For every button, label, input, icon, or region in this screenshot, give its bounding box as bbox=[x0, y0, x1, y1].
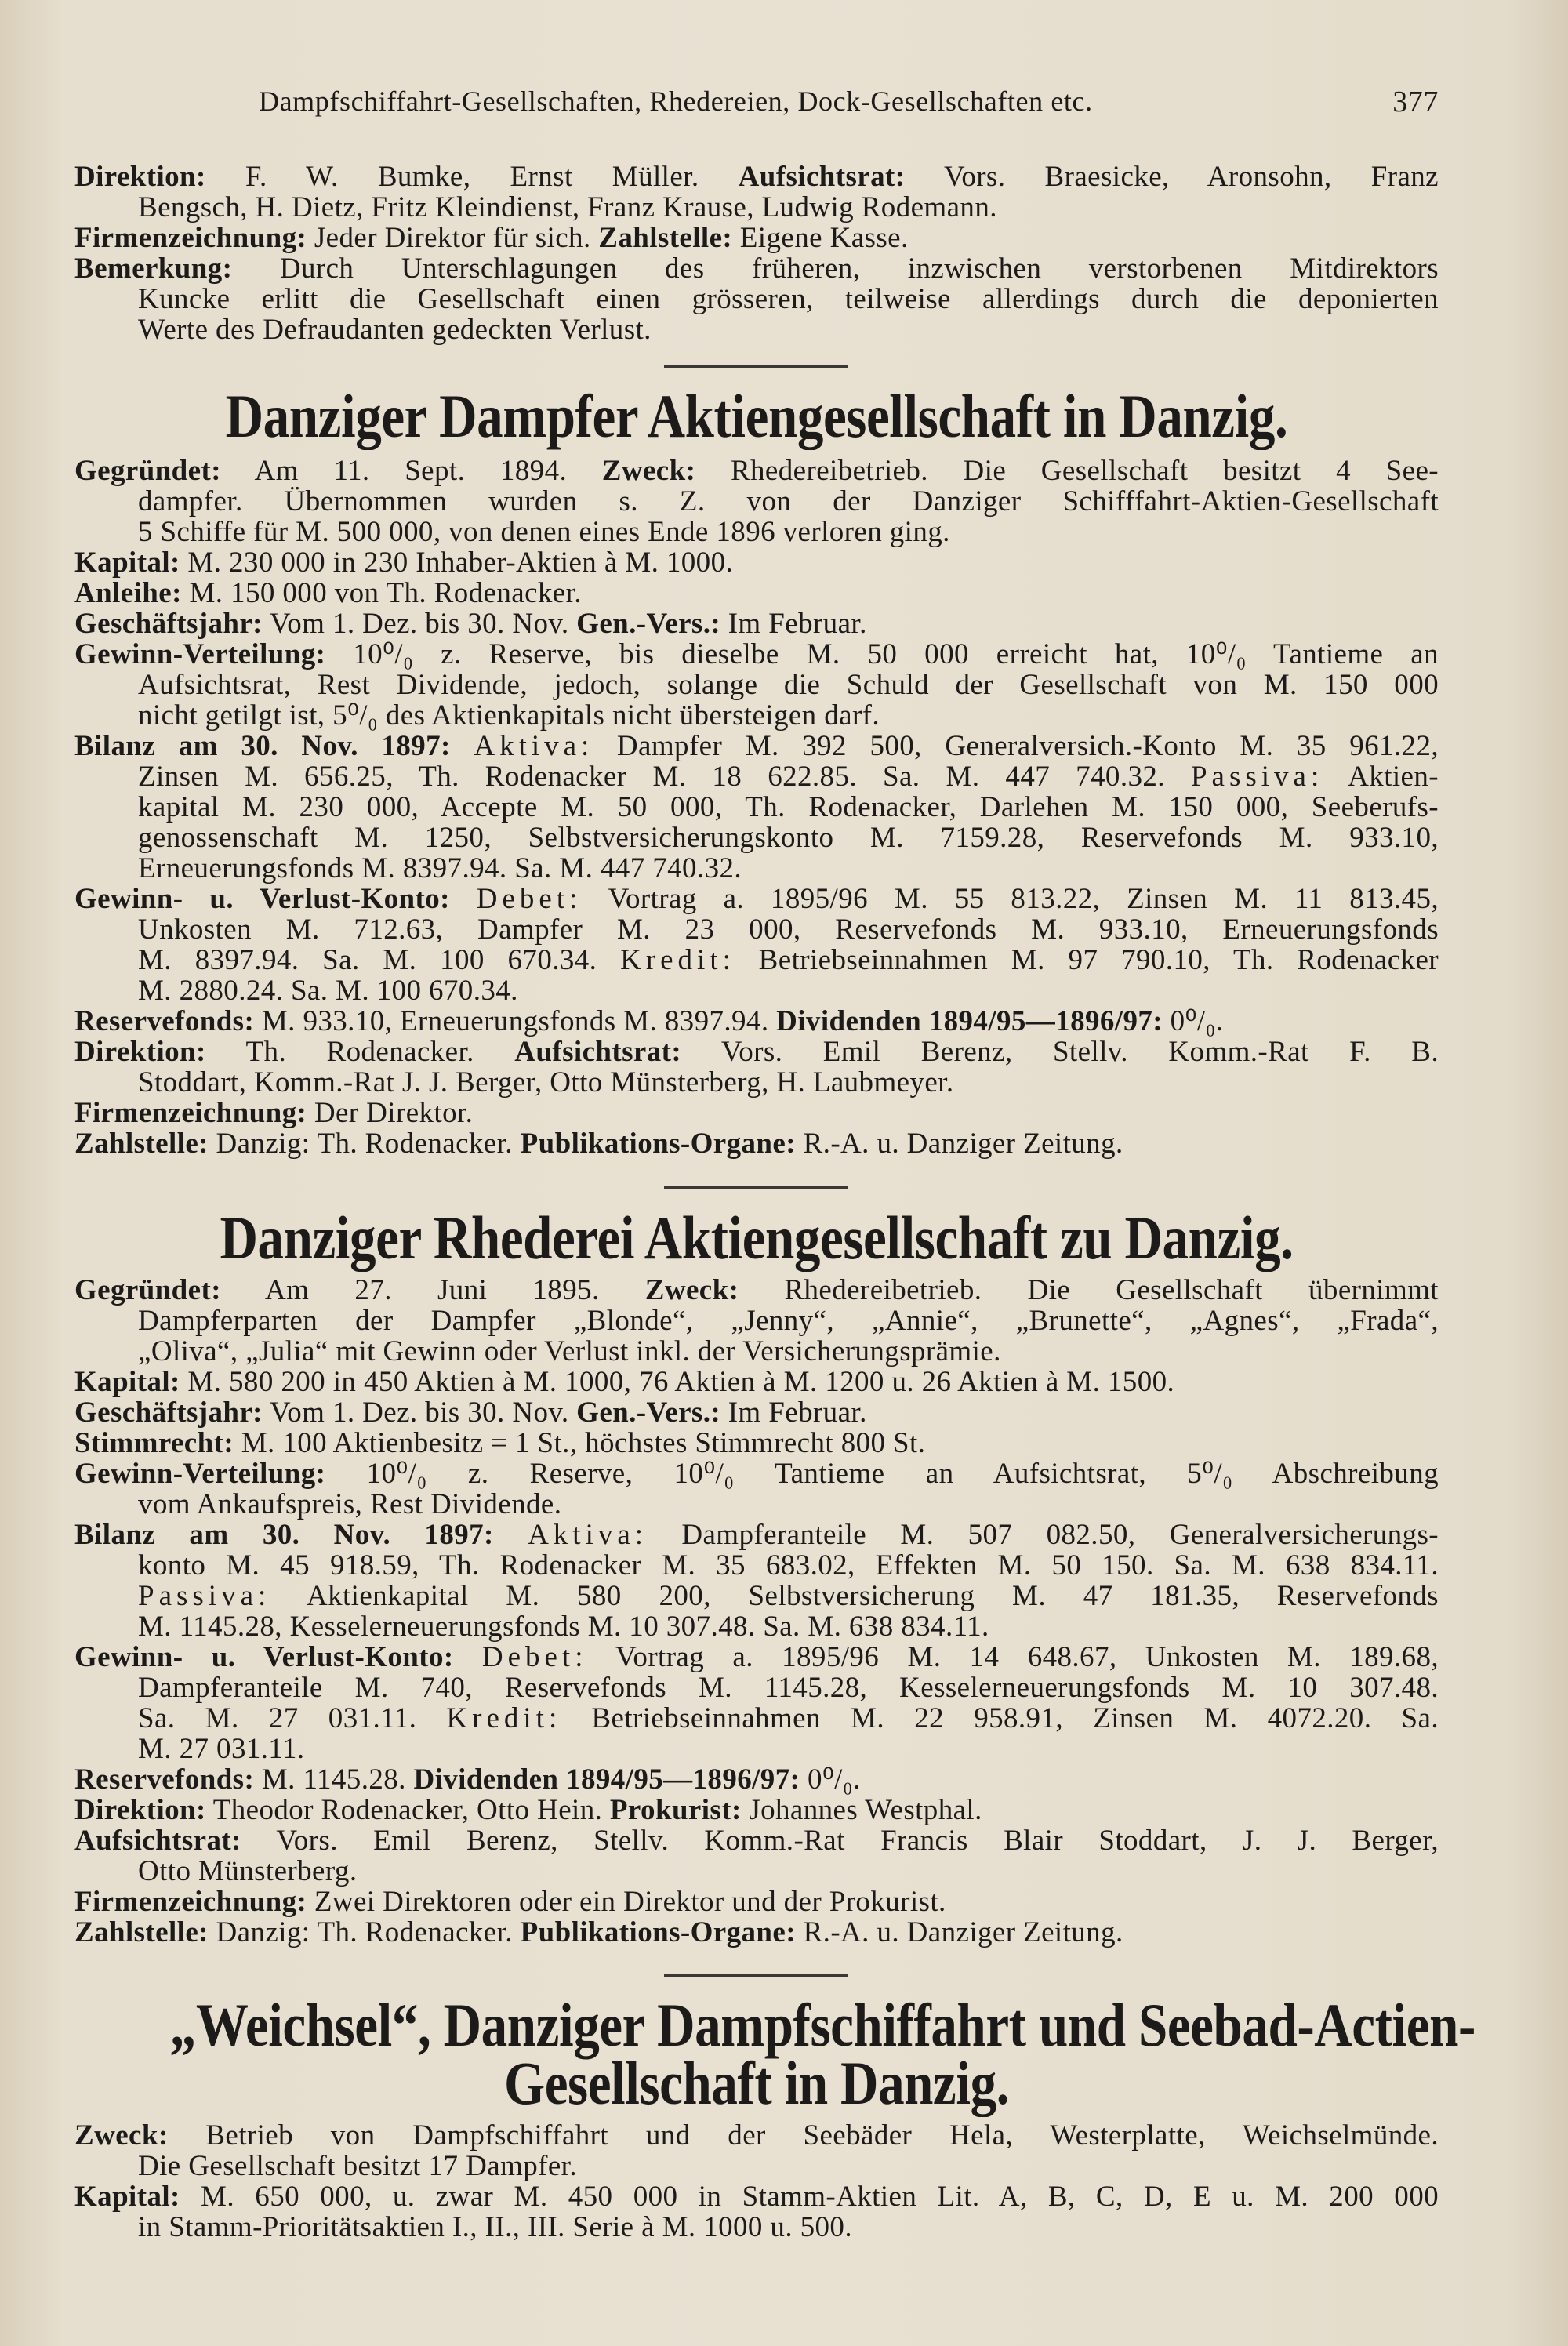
paragraph bbox=[74, 608, 1439, 639]
paragraph bbox=[74, 1642, 1439, 1764]
field-text: M. 230 000 in 230 Inhaber-Aktien à M. 1000. bbox=[180, 547, 734, 579]
field-text: Eigene Kasse. bbox=[732, 222, 909, 254]
field-text: 10⁰/₀ z. Reserve, 10⁰/₀ Tantieme an Aufsichtsrat, 5⁰/₀ Abschreibung bbox=[325, 1458, 1439, 1490]
paragraph bbox=[74, 639, 1439, 731]
field-text: 0⁰/₀. bbox=[1163, 1005, 1224, 1037]
field-label: Zweck: bbox=[644, 1274, 739, 1306]
text-line bbox=[74, 284, 1439, 314]
paragraph bbox=[74, 2120, 1439, 2181]
field-text: Vom 1. Dez. bis 30. Nov. bbox=[262, 1396, 577, 1429]
field-label: Gen.-Vers.: bbox=[576, 1396, 721, 1429]
text-line bbox=[74, 792, 1439, 823]
section-divider bbox=[664, 1186, 848, 1189]
text-line bbox=[74, 1367, 1439, 1397]
field-text: Dampferanteile M. 740, Reservefonds M. 1145.28, Kesselerneuerungsfonds M. 10 307.48. bbox=[138, 1672, 1439, 1704]
field-text: 5 Schiffe für M. 500 000, von denen eines Ende 1896 verloren ging. bbox=[138, 516, 950, 548]
field-text: Danzig: Th. Rodenacker. bbox=[208, 1128, 521, 1160]
text-line bbox=[74, 1428, 1439, 1458]
text-line bbox=[74, 1489, 1439, 1520]
paragraph bbox=[74, 223, 1439, 253]
field-text: Zwei Direktoren oder ein Direktor und der Prokurist. bbox=[307, 1886, 946, 1918]
field-label: Geschäftsjahr: bbox=[74, 1396, 263, 1429]
field-label: Bilanz am 30. Nov. 1897: bbox=[74, 1519, 494, 1551]
paragraph bbox=[74, 162, 1439, 223]
title-line: „Weichsel“, Danziger Dampfschiffahrt und Seebad-Actien- bbox=[169, 1991, 1475, 2059]
text-line bbox=[74, 1795, 1439, 1825]
text-line bbox=[74, 223, 1439, 253]
field-text: M. 933.10, Erneuerungsfonds M. 8397.94. bbox=[254, 1005, 777, 1037]
text-line bbox=[74, 1672, 1439, 1703]
text-line bbox=[74, 1275, 1439, 1306]
field-text: Durch Unterschlagungen des früheren, inzwischen verstorbenen Mitdirektors bbox=[232, 252, 1439, 285]
field-text: Vortrag a. 1895/96 M. 14 648.67, Unkosten M. 189.68, bbox=[587, 1641, 1439, 1673]
text-line bbox=[74, 945, 1439, 975]
text-line bbox=[74, 1336, 1439, 1367]
field-text: M. 1145.28. bbox=[254, 1763, 414, 1796]
field-text: M. 650 000, u. zwar M. 450 000 in Stamm-Aktien Lit. A, B, C, D, E u. M. 200 000 bbox=[180, 2181, 1439, 2213]
field-label: Gewinn- u. Verlust-Konto: bbox=[74, 1641, 454, 1673]
field-text: Erneuerungsfonds M. 8397.94. Sa. M. 447 740.32. bbox=[138, 852, 742, 884]
field-label: Prokurist: bbox=[609, 1794, 742, 1826]
field-text: Rhedereibetrieb. Die Gesellschaft besitzt 4 See- bbox=[695, 455, 1439, 487]
field-text: Betrieb von Dampfschiffahrt und der Seebäder Hela, Westerplatte, Weichselmünde. bbox=[168, 2119, 1439, 2152]
field-label: Kapital: bbox=[74, 547, 180, 579]
text-line bbox=[74, 2120, 1439, 2151]
text-line bbox=[74, 1520, 1439, 1550]
field-label: Firmenzeichnung: bbox=[74, 222, 307, 254]
field-text: M. 580 200 in 450 Aktien à M. 1000, 76 Aktien à M. 1200 u. 26 Aktien à M. 1500. bbox=[180, 1366, 1175, 1398]
field-label: Firmenzeichnung: bbox=[74, 1886, 307, 1918]
text-line bbox=[74, 1642, 1439, 1672]
field-text: M. 27 031.11. bbox=[138, 1733, 305, 1765]
running-header bbox=[259, 85, 1439, 119]
field-label: Direktion: bbox=[74, 1036, 206, 1068]
field-label: Aufsichtsrat: bbox=[74, 1825, 241, 1857]
field-label: Gewinn-Verteilung: bbox=[74, 1458, 326, 1490]
field-text: vom Ankaufspreis, Rest Dividende. bbox=[138, 1488, 562, 1520]
field-text: F. W. Bumke, Ernst Müller. bbox=[205, 161, 739, 193]
field-text: Aktienkapital M. 580 200, Selbstversicherung M. 47 181.35, Reservefonds bbox=[270, 1580, 1439, 1612]
text-line bbox=[74, 547, 1439, 578]
field-text: kapital M. 230 000, Accepte M. 50 000, Th. Rodenacker, Darlehen M. 150 000, Seeberufs- bbox=[138, 791, 1439, 823]
text-line bbox=[74, 1397, 1439, 1428]
field-text: Betriebseinnahmen M. 22 958.91, Zinsen M. 4072.20. Sa. bbox=[561, 1702, 1439, 1734]
field-label: Geschäftsjahr: bbox=[74, 608, 263, 640]
field-text: Sa. M. 27 031.11. bbox=[138, 1702, 447, 1734]
field-text: Theodor Rodenacker, Otto Hein. bbox=[205, 1794, 610, 1826]
field-text: Aufsichtsrat, Rest Dividende, jedoch, solange die Schuld der Gesellschaft von M. 150 000 bbox=[138, 669, 1439, 701]
field-text: Rhedereibetrieb. Die Gesellschaft übernimmt bbox=[739, 1274, 1439, 1306]
field-label: Gegründet: bbox=[74, 455, 221, 487]
field-text: Otto Münsterberg. bbox=[138, 1855, 358, 1887]
paragraph bbox=[74, 456, 1439, 547]
text-line bbox=[74, 608, 1439, 639]
field-text: M. 100 Aktienbesitz = 1 St., höchstes Stimmrecht 800 St. bbox=[234, 1427, 926, 1459]
text-line bbox=[74, 2181, 1439, 2212]
field-text: Kuncke erlitt die Gesellschaft einen grösseren, teilweise allerdings durch die deponierten bbox=[138, 283, 1439, 315]
field-label: Gegründet: bbox=[74, 1274, 221, 1306]
text-line bbox=[74, 731, 1439, 761]
paragraph bbox=[74, 1098, 1439, 1128]
text-line bbox=[74, 2212, 1439, 2242]
spaced-label: Aktiva: bbox=[528, 1519, 648, 1551]
field-text: Johannes Westphal. bbox=[741, 1794, 982, 1826]
field-label: Gen.-Vers.: bbox=[576, 608, 721, 640]
text-line bbox=[74, 1581, 1439, 1611]
field-text: Zinsen M. 656.25, Th. Rodenacker M. 18 622.85. Sa. M. 447 740.32. bbox=[138, 761, 1191, 793]
text-line bbox=[74, 884, 1439, 914]
paragraph bbox=[74, 2181, 1439, 2242]
text-line bbox=[74, 314, 1439, 345]
field-text: genossenschaft M. 1250, Selbstversicherungskonto M. 7159.28, Reservefonds M. 933.10, bbox=[138, 822, 1439, 854]
text-line bbox=[74, 162, 1439, 192]
field-text: Aktien- bbox=[1323, 761, 1439, 793]
text-line bbox=[74, 1917, 1439, 1948]
text-line bbox=[74, 192, 1439, 223]
text-line bbox=[74, 253, 1439, 284]
text-line bbox=[74, 1306, 1439, 1336]
paragraph bbox=[74, 1887, 1439, 1917]
page-number: 377 bbox=[1392, 85, 1439, 118]
paragraph bbox=[74, 1128, 1439, 1159]
field-text: M. 8397.94. Sa. M. 100 670.34. bbox=[138, 944, 621, 976]
field-label: Gewinn- u. Verlust-Konto: bbox=[74, 883, 450, 915]
text-line bbox=[74, 1128, 1439, 1159]
text-line bbox=[74, 1734, 1439, 1764]
field-label: Bemerkung: bbox=[74, 252, 233, 285]
field-label: Zahlstelle: bbox=[74, 1128, 209, 1160]
entry-previous-company-continued bbox=[74, 162, 1439, 345]
paragraph bbox=[74, 1520, 1439, 1642]
paragraph bbox=[74, 1825, 1439, 1887]
field-label: Direktion: bbox=[74, 1794, 206, 1826]
text-line bbox=[74, 1703, 1439, 1734]
paragraph bbox=[74, 1458, 1439, 1520]
text-line bbox=[74, 670, 1439, 700]
field-text: Am 11. Sept. 1894. bbox=[220, 455, 602, 487]
title-line: Danziger Dampfer Aktiengesellschaft in Danzig. bbox=[225, 382, 1288, 450]
paragraph bbox=[74, 1367, 1439, 1397]
field-label: Reservefonds: bbox=[74, 1005, 255, 1037]
field-text: Jeder Direktor für sich. bbox=[307, 222, 599, 254]
title-line: Danziger Rhederei Aktiengesellschaft zu Danzig. bbox=[220, 1204, 1294, 1272]
field-text: 10⁰/₀ z. Reserve, bis dieselbe M. 50 000 erreicht hat, 10⁰/₀ Tantieme an bbox=[325, 638, 1439, 670]
text-line bbox=[74, 914, 1439, 945]
paragraph bbox=[74, 1428, 1439, 1458]
field-text: Vortrag a. 1895/96 M. 55 813.22, Zinsen M. 11 813.45, bbox=[582, 883, 1439, 915]
field-label: Aufsichtsrat: bbox=[514, 1036, 682, 1068]
running-title: Dampfschiffahrt-Gesellschaften, Rhedereien, Dock-Gesellschaften etc. bbox=[259, 85, 1093, 117]
field-text bbox=[451, 730, 474, 762]
field-text: M. 1145.28, Kesselerneuerungsfonds M. 10 307.48. Sa. M. 638 834.11. bbox=[138, 1611, 989, 1643]
text-line bbox=[74, 639, 1439, 670]
field-text bbox=[454, 1641, 482, 1673]
paragraph bbox=[74, 1764, 1439, 1795]
field-label: Kapital: bbox=[74, 2181, 180, 2213]
text-line bbox=[74, 700, 1439, 731]
field-label: Zweck: bbox=[601, 455, 696, 487]
entry-danziger-dampfer bbox=[74, 456, 1439, 1159]
field-text: Betriebseinnahmen M. 97 790.10, Th. Rodenacker bbox=[735, 944, 1439, 976]
text-line bbox=[74, 975, 1439, 1006]
text-line bbox=[74, 1550, 1439, 1581]
spaced-label: Passiva: bbox=[1190, 761, 1324, 793]
entry-danziger-rhederei bbox=[74, 1275, 1439, 1948]
field-label: Dividenden 1894/95—1896/97: bbox=[776, 1005, 1163, 1037]
field-label: Direktion: bbox=[74, 161, 206, 193]
field-label: Dividenden 1894/95—1896/97: bbox=[413, 1763, 800, 1796]
field-text: Im Februar. bbox=[720, 608, 867, 640]
field-label: Publikations-Organe: bbox=[520, 1916, 796, 1948]
field-label: Stimmrecht: bbox=[74, 1427, 234, 1459]
section-divider bbox=[664, 1974, 848, 1977]
field-label: Aufsichtsrat: bbox=[738, 161, 906, 193]
title-line: Gesellschaft in Danzig. bbox=[503, 2049, 1010, 2117]
field-label: Bilanz am 30. Nov. 1897: bbox=[74, 730, 451, 762]
field-text: Vors. Braesicke, Aronsohn, Franz bbox=[905, 161, 1439, 193]
text-line bbox=[74, 1887, 1439, 1917]
paragraph bbox=[74, 578, 1439, 608]
spaced-label: Debet: bbox=[476, 883, 583, 915]
field-text: Dampferanteile M. 507 082.50, Generalversicherungs- bbox=[648, 1519, 1439, 1551]
field-label: Zweck: bbox=[74, 2119, 169, 2152]
spaced-label: Passiva: bbox=[138, 1580, 271, 1612]
field-text: Th. Rodenacker. bbox=[205, 1036, 515, 1068]
section-divider bbox=[664, 365, 848, 368]
field-text: R.-A. u. Danziger Zeitung. bbox=[795, 1916, 1123, 1948]
field-label: Zahlstelle: bbox=[598, 222, 733, 254]
field-text: konto M. 45 918.59, Th. Rodenacker M. 35 683.02, Effekten M. 50 150. Sa. M. 638 834.11. bbox=[138, 1549, 1439, 1582]
text-line bbox=[74, 761, 1439, 792]
company-title-weichsel bbox=[169, 1991, 1475, 2117]
field-text: Dampferparten der Dampfer „Blonde“, „Jenny“, „Annie“, „Brunette“, „Agnes“, „Frada“, bbox=[138, 1305, 1439, 1337]
company-title-danziger-dampfer bbox=[170, 382, 1343, 450]
field-text bbox=[494, 1519, 528, 1551]
text-line bbox=[74, 456, 1439, 486]
field-text: Vors. Emil Berenz, Stellv. Komm.-Rat F. B. bbox=[681, 1036, 1439, 1068]
field-label: Firmenzeichnung: bbox=[74, 1097, 307, 1129]
text-line bbox=[74, 1458, 1439, 1489]
spaced-label: Aktiva: bbox=[474, 730, 594, 762]
text-line bbox=[74, 1006, 1439, 1037]
text-line bbox=[74, 1825, 1439, 1856]
paragraph bbox=[74, 1917, 1439, 1948]
text-line bbox=[74, 823, 1439, 853]
field-label: Zahlstelle: bbox=[74, 1916, 209, 1948]
field-label: Reservefonds: bbox=[74, 1763, 255, 1796]
text-line bbox=[74, 2151, 1439, 2181]
field-text: R.-A. u. Danziger Zeitung. bbox=[795, 1128, 1123, 1160]
field-text: Stoddart, Komm.-Rat J. J. Berger, Otto Münsterberg, H. Laubmeyer. bbox=[138, 1066, 954, 1099]
field-text: Am 27. Juni 1895. bbox=[220, 1274, 645, 1306]
spaced-label: Debet: bbox=[481, 1641, 588, 1673]
field-label: Gewinn-Verteilung: bbox=[74, 638, 326, 670]
text-line bbox=[74, 1764, 1439, 1795]
field-text: nicht getilgt ist, 5⁰/₀ des Aktienkapitals nicht übersteigen darf. bbox=[138, 699, 880, 732]
text-line bbox=[74, 486, 1439, 517]
field-text: Die Gesellschaft besitzt 17 Dampfer. bbox=[138, 2150, 577, 2182]
field-text: Unkosten M. 712.63, Dampfer M. 23 000, Reservefonds M. 933.10, Erneuerungsfonds bbox=[138, 913, 1439, 946]
paragraph bbox=[74, 1006, 1439, 1037]
paragraph bbox=[74, 1037, 1439, 1098]
text-line bbox=[74, 1067, 1439, 1098]
field-text: M. 2880.24. Sa. M. 100 670.34. bbox=[138, 975, 518, 1007]
paragraph bbox=[74, 1795, 1439, 1825]
paragraph bbox=[74, 547, 1439, 578]
field-label: Anleihe: bbox=[74, 577, 182, 609]
text-line bbox=[74, 517, 1439, 547]
paragraph bbox=[74, 1397, 1439, 1428]
field-label: Publikations-Organe: bbox=[520, 1128, 796, 1160]
field-text: Werte des Defraudanten gedeckten Verlust. bbox=[138, 314, 652, 346]
paragraph bbox=[74, 253, 1439, 345]
spaced-label: Kredit: bbox=[446, 1702, 562, 1734]
field-text: Der Direktor. bbox=[307, 1097, 474, 1129]
paragraph bbox=[74, 731, 1439, 884]
field-text bbox=[450, 883, 477, 915]
text-line bbox=[74, 1098, 1439, 1128]
field-text: Bengsch, H. Dietz, Fritz Kleindienst, Franz Krause, Ludwig Rodemann. bbox=[138, 191, 997, 223]
company-title-danziger-rhederei bbox=[170, 1204, 1343, 1272]
field-text: Vors. Emil Berenz, Stellv. Komm.-Rat Francis Blair Stoddart, J. J. Berger, bbox=[241, 1825, 1439, 1857]
paragraph bbox=[74, 884, 1439, 1006]
text-line bbox=[74, 578, 1439, 608]
text-line bbox=[74, 1856, 1439, 1887]
field-text: Vom 1. Dez. bis 30. Nov. bbox=[262, 608, 577, 640]
field-text: dampfer. Übernommen wurden s. Z. von der Danziger Schifffahrt-Aktien-Gesellschaft bbox=[138, 485, 1439, 518]
entry-weichsel bbox=[74, 2120, 1439, 2242]
field-text: 0⁰/₀. bbox=[800, 1763, 861, 1796]
text-line bbox=[74, 1611, 1439, 1642]
paragraph bbox=[74, 1275, 1439, 1367]
text-line bbox=[74, 1037, 1439, 1067]
spaced-label: Kredit: bbox=[620, 944, 735, 976]
field-text: M. 150 000 von Th. Rodenacker. bbox=[181, 577, 582, 609]
field-text: Dampfer M. 392 500, Generalversich.-Konto M. 35 961.22, bbox=[593, 730, 1439, 762]
field-text: „Oliva“, „Julia“ mit Gewinn oder Verlust inkl. der Versicherungsprämie. bbox=[138, 1335, 1001, 1367]
field-text: Danzig: Th. Rodenacker. bbox=[208, 1916, 521, 1948]
field-text: in Stamm-Prioritätsaktien I., II., III. Serie à M. 1000 u. 500. bbox=[138, 2211, 852, 2243]
field-label: Kapital: bbox=[74, 1366, 180, 1398]
field-text: Im Februar. bbox=[720, 1396, 867, 1429]
text-line bbox=[74, 853, 1439, 884]
